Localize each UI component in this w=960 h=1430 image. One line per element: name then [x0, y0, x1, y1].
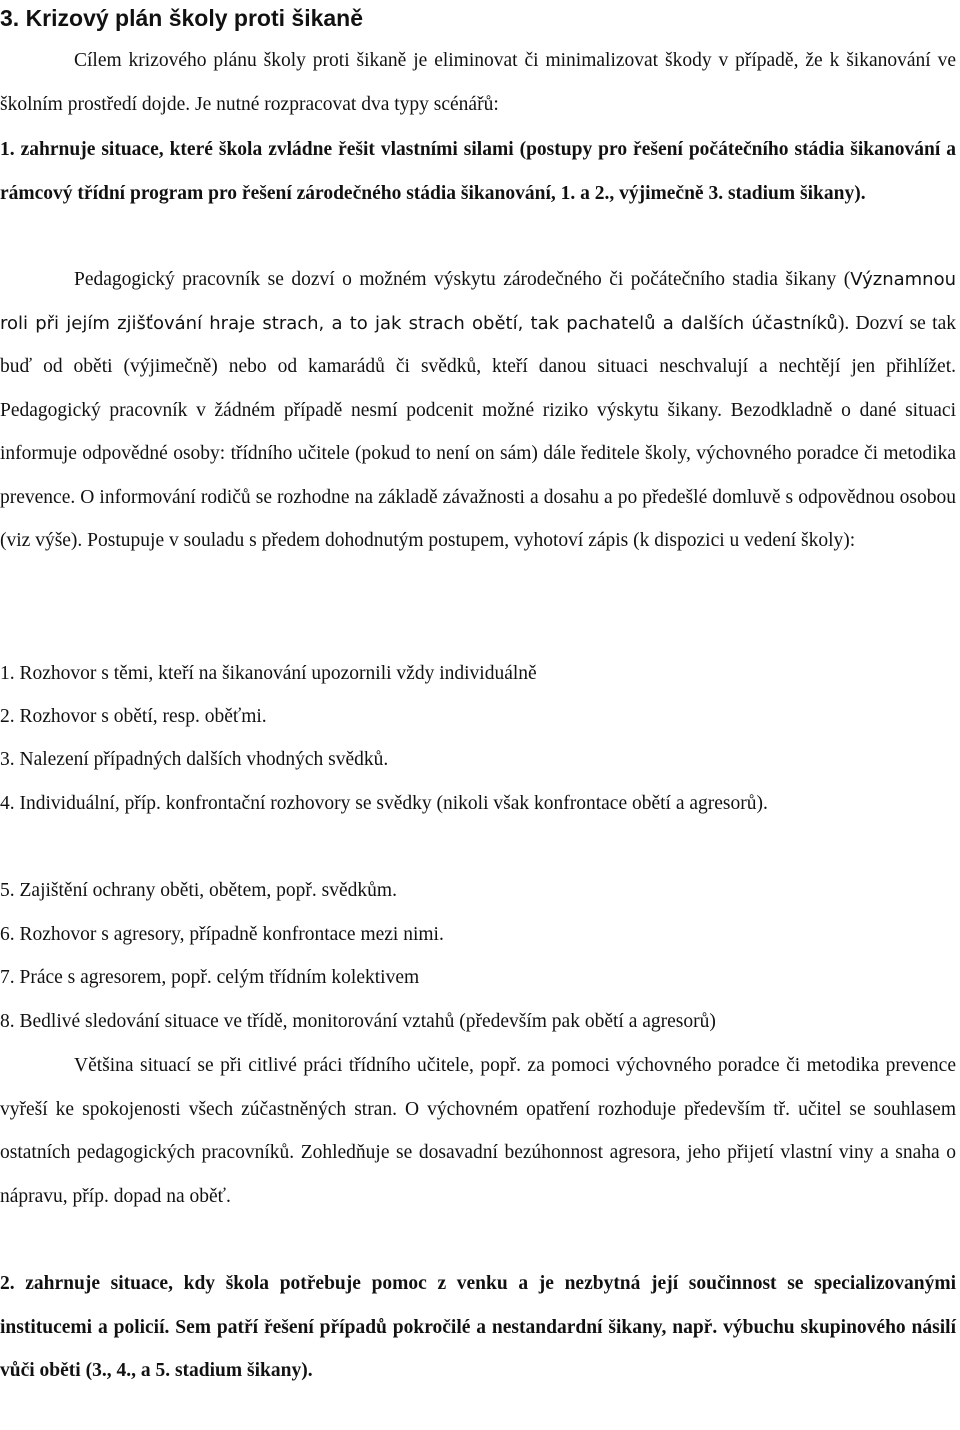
- step-item: 8. Bedlivé sledování situace ve třídě, monitorování vztahů (především pak obětí a agresorů): [0, 1011, 716, 1032]
- scenario-type-1: 1. zahrnuje situace, které škola zvládne řešit vlastními silami (postupy pro řešení počátečního stádia šikanování a rámcový třídní program pro řešení zárodečného stádia šikanování, 1. a 2., výjimečně 3. stadium šikany).: [0, 139, 956, 204]
- step-item: 1. Rozhovor s těmi, kteří na šikanování upozornili vždy individuálně: [0, 663, 537, 684]
- step-item: 3. Nalezení případných dalších vhodných svědků.: [0, 749, 389, 770]
- step-item: 4. Individuální, příp. konfrontační rozhovory se svědky (nikoli však konfrontace obětí a agresorů).: [0, 793, 768, 814]
- step-item: 7. Práce s agresorem, popř. celým třídním kolektivem: [0, 967, 420, 988]
- step-item: 2. Rozhovor s obětí, resp. oběťmi.: [0, 706, 267, 727]
- intro-paragraph: Cílem krizového plánu školy proti šikaně je eliminovat či minimalizovat škody v případě, že k šikanování ve školním prostředí dojde. Je nutné rozpracovat dva typy scénářů:: [0, 50, 956, 115]
- procedure-paragraph: [0, 258, 956, 563]
- outcome-paragraph: Většina situací se při citlivé práci třídního učitele, popř. za pomoci výchovného poradce či metodika prevence vyřeší ke spokojenosti všech zúčastněných stran. O výchovném opatření rozhoduje především tř. učitel se souhlasem ostatních pedagogických pracovníků. Zohledňuje se dosavadní bezúhonnost agresora, jeho přijetí vlastní viny a snaha o nápravu, příp. dopad na oběť.: [0, 1055, 956, 1207]
- procedure-text-rest: ). Dozví se tak buď od oběti (výjimečně) nebo od kamarádů či svědků, kteří danou situaci neschvalují a nechtějí jen přihlížet. Pedagogický pracovník v žádném případě nesmí podcenit možné riziko výskytu šikany. Bezodkladně o dané situaci informuje odpovědné osoby: třídního učitele (pokud to není on sám) dále ředitele školy, výchovného poradce či metodika prevence. O informování rodičů se rozhodne na základě závažnosti a dosahu a po předešlé domluvě s odpovědnou osobou (viz výše). Postupuje v souladu s předem dohodnutým postupem, vyhotoví zápis (k dispozici u vedení školy):: [0, 312, 956, 551]
- step-item: 6. Rozhovor s agresory, případně konfrontace mezi nimi.: [0, 924, 444, 945]
- procedure-text-start: Pedagogický pracovník se dozví o možném výskytu zárodečného či počátečního stadia šikany (: [74, 269, 851, 290]
- step-item: 5. Zajištění ochrany oběti, obětem, popř. svědkům.: [0, 880, 397, 901]
- section-heading: 3. Krizový plán školy proti šikaně: [0, 5, 364, 31]
- procedure-text-sans: Významnou roli při jejím zjišťování hraje strach, a to jak strach obětí, tak pachatelů a dalších účastníků: [0, 269, 956, 334]
- scenario-type-2: 2. zahrnuje situace, kdy škola potřebuje pomoc z venku a je nezbytná její součinnost se specializovanými institucemi a policií. Sem patří řešení případů pokročilé a nestandardní šikany, např. výbuchu skupinového násilí vůči oběti (3., 4., a 5. stadium šikany).: [0, 1273, 956, 1381]
